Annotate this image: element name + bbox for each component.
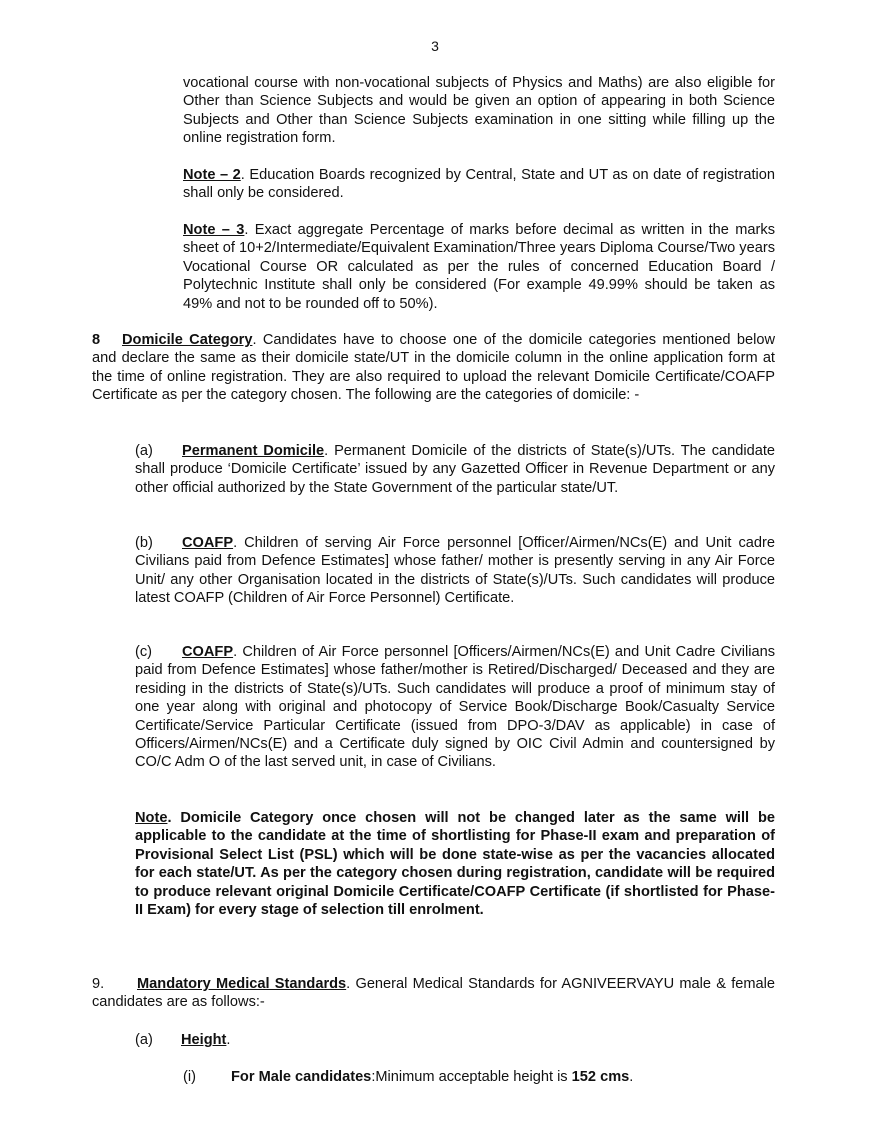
domicile-item-a	[135, 442, 775, 497]
item-b-text: . Children of serving Air Force personnel [Officer/Airmen/NCs(E) and Unit cadre Civilians paid from Defence Estimates] whose father/ mother is presently serving in any Air Force Unit/ any other Organisation located in the districts of State(s)/UTs. Such candidates will produce latest COAFP (Children of Air Force Personnel) Certificate.	[135, 535, 775, 607]
section-8-domicile	[92, 331, 775, 405]
note-3-text: . Exact aggregate Percentage of marks before decimal as written in the marks sheet of 10+2/Intermediate/Equivalent Examination/Three years Diploma Course/Two years Vocational Course OR calculated as per the rules of concerned Education Board / Polytechnic Institute shall only be considered (For example 49.99% should be taken as 49% and not to be rounded off to 50%).	[183, 222, 775, 312]
domicile-note-text: . Domicile Category once chosen will not be changed later as the same will be applicable to the candidate at the time of shortlisting for Phase-II exam and preparation of Provisional Select List (PSL) which will be done state-wise as per the vacancies allocated for each state/UT. As per the category chosen during registration, candidate will be required to produce relevant original Domicile Certificate/COAFP Certificate (if shortlisted for Phase-II Exam) for every stage of selection till enrolment.	[135, 810, 775, 919]
continuation-paragraph: vocational course with non-vocational subjects of Physics and Maths) are also eligible for Other than Science Subjects and would be given an option of appearing in both Science Subjects and Other than Science Subjects examination in one sitting while filling up the online registration form.	[183, 75, 775, 147]
section-8-text: . Candidates have to choose one of the domicile categories mentioned below and declare the same as their domicile state/UT in the domicile column in the online application form at the time of online registration. They are also required to upload the relevant Domicile Certificate/COAFP Certificate as per the category chosen. The following are the categories of domicile: -	[92, 332, 775, 404]
height-heading	[135, 1031, 775, 1049]
item-a-text: . Permanent Domicile of the districts of State(s)/UTs. The candidate shall produce ‘Domicile Certificate’ issued by any Gazetted Officer in Revenue Department or any other official authorized by the State Government of the particular state/UT.	[135, 443, 776, 496]
note-2-label: Note – 2	[183, 167, 241, 183]
item-c-marker: (c)	[135, 644, 153, 660]
item-a-marker: (a)	[135, 443, 153, 459]
male-height-value: 152 cms	[571, 1069, 630, 1085]
note-2-text: . Education Boards recognized by Central, State and UT as on date of registration shall only be considered.	[183, 167, 775, 202]
item-c-title: COAFP	[182, 644, 234, 660]
section-8-title: Domicile Category	[122, 332, 253, 348]
item-b-title: COAFP	[182, 535, 234, 551]
section-8-number: 8	[92, 332, 101, 348]
item-a-title: Permanent Domicile	[182, 443, 325, 459]
note-3-label: Note – 3	[183, 222, 245, 238]
item-c-text: . Children of Air Force personnel [Officers/Airmen/NCs(E) and Unit Cadre Civilians paid from Defence Estimates] whose father/mother is Retired/Discharged/ Deceased and they are residing in the districts of State(s)/UTs. Such candidates will produce a proof of minimum stay of one year along with original and photocopy of Service Book/Discharge Book/Casualty Service Certificate/Service Particular Certificate (issued from DPO-3/DAV as applicable) in case of Officers/Airmen/NCs(E) and a Certificate duly signed by OIC Civil Admin and countersigned by CO/C Adm O of the last served unit, in case of Civilians.	[135, 644, 775, 771]
domicile-item-b	[135, 534, 775, 608]
note-2	[183, 166, 775, 203]
domicile-note	[135, 809, 775, 919]
domicile-note-label: Note	[135, 810, 168, 826]
domicile-item-c	[135, 643, 775, 772]
section-9-text: . General Medical Standards for AGNIVEERVAYU male & female candidates are as follows:-	[92, 976, 775, 1011]
male-height-item	[183, 1068, 775, 1086]
item-b-marker: (b)	[135, 535, 153, 551]
male-height-label: For Male candidates	[231, 1069, 372, 1085]
male-height-marker: (i)	[183, 1069, 196, 1085]
male-height-end: .	[629, 1069, 634, 1085]
section-9-number: 9.	[92, 976, 105, 992]
note-3	[183, 221, 775, 313]
section-9-title: Mandatory Medical Standards	[137, 976, 347, 992]
height-marker: (a)	[135, 1032, 153, 1048]
height-title: Height	[181, 1032, 227, 1048]
male-height-text: :Minimum acceptable height is	[371, 1069, 572, 1085]
page-number: 3	[431, 38, 439, 54]
section-9-medical	[92, 975, 775, 1012]
height-suffix: .	[226, 1032, 231, 1048]
